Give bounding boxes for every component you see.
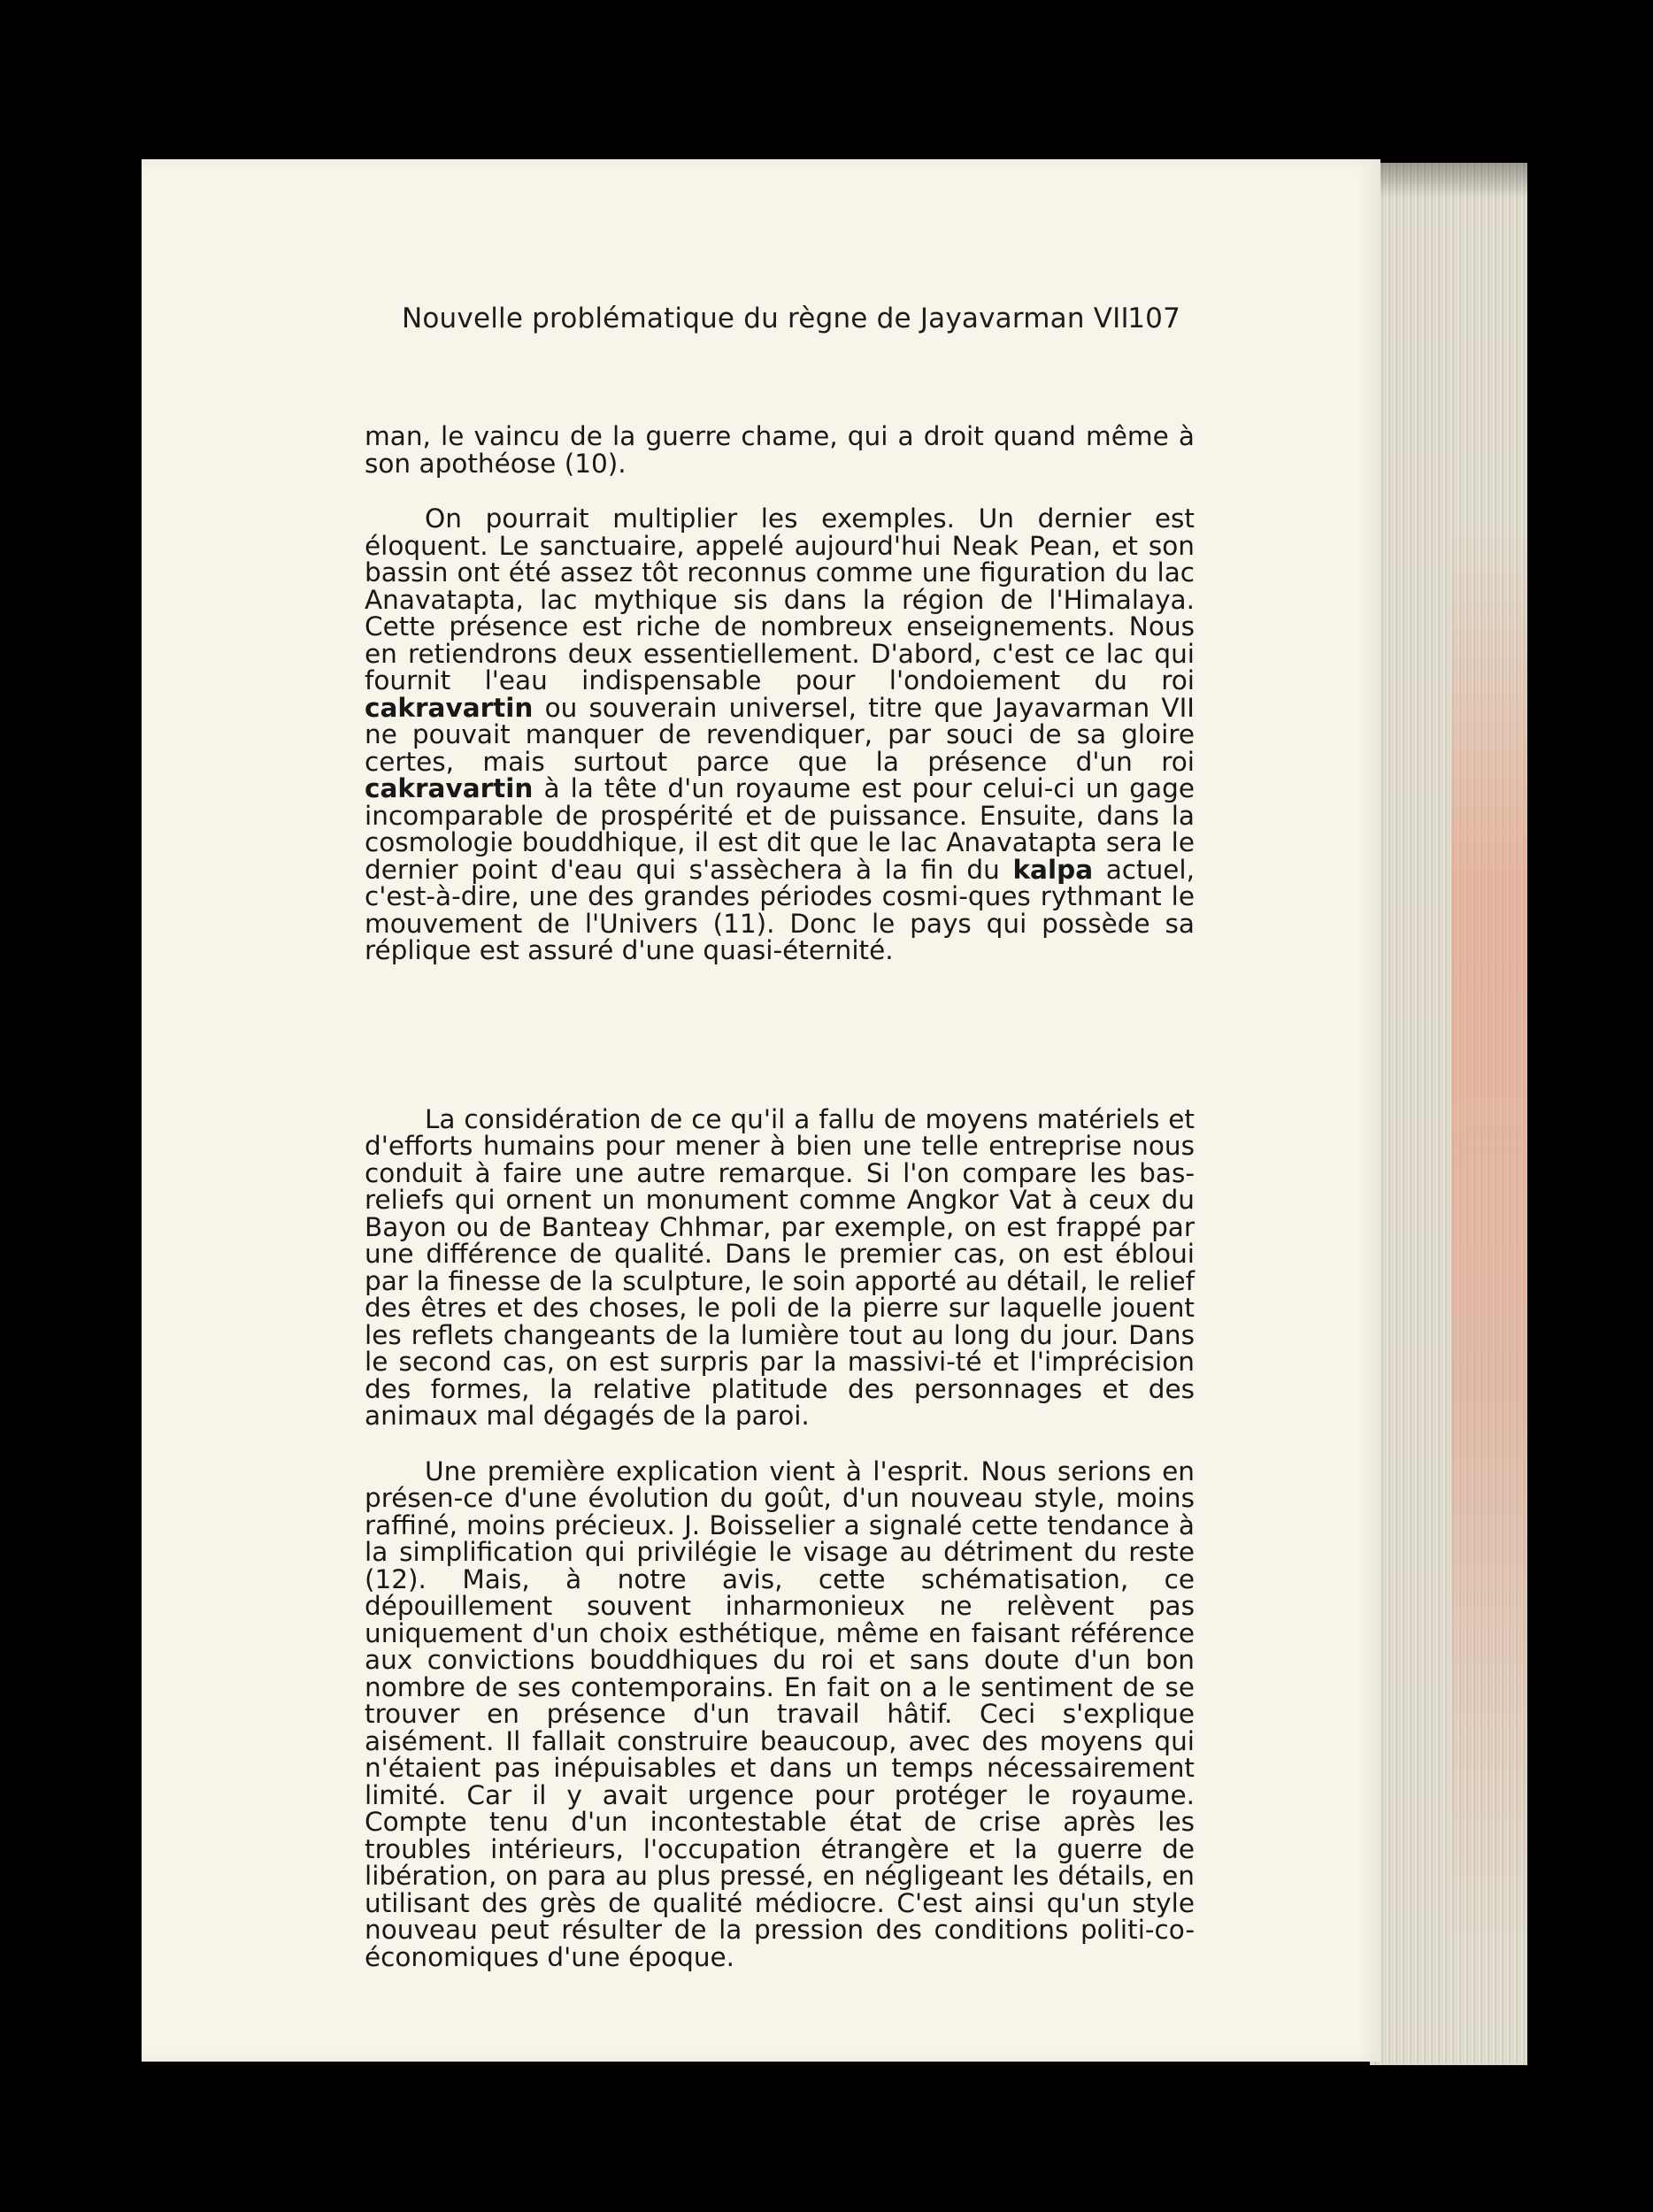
text-run: Une première explication vient à l'esprit. Nous serions en présen-ce d'une évolution du goût, d'un nouveau style, moins raffiné, moins précieux. J. Boisselier a signalé cette tendance à la simplification qui privilégie le visage au détriment du reste (12). Mais, à notre avis, cette schématisation, ce dépouillement souvent inharmonieux ne relèvent pas uniquement d'un choix esthétique, même en faisant référence aux convictions bouddhiques du roi et sans doute d'un bon nombre de ses contemporains. En fait on a le sentiment de se trouver en présence d'un travail hâtif. Ceci s'explique aisément. Il fallait construire beaucoup, avec des moyens qui n'étaient pas inépuisables et dans un temps nécessairement limité. Car il y avait urgence pour protéger le royaume. Compte tenu d'un incontestable état de crise après les troubles intérieurs, l'occupation étrangère et la guerre de libération, on para au plus pressé, en négligeant les détails, en utilisant des grès de qualité médiocre. C'est ainsi qu'un style nouveau peut résulter de la pression des conditions politi-co-économiques d'une époque. — [365, 1455, 1195, 1972]
text-run: ou souverain universel, titre que Jayavarman VII ne pouvait manquer de revendiquer, par souci de sa gloire certes, mais surtout parce que la présence d'un roi — [365, 692, 1195, 777]
bold-term: kalpa — [1012, 854, 1094, 885]
paragraph — [365, 505, 1195, 964]
paragraph-gap — [365, 1430, 1195, 1458]
page-edge-tint — [1451, 531, 1527, 1947]
page-number: 107 — [1127, 303, 1180, 334]
text-run: La considération de ce qu'il a fallu de moyens matériels et d'efforts humains pour mener à bien une telle entreprise nous conduit à faire une autre remarque. Si l'on compare les bas-reliefs qui ornent un monument comme Angkor Vat à ceux du Bayon ou de Banteay Chhmar, par exemple, on est frappé par une différence de qualité. Dans le premier cas, on est ébloui par la finesse de la sculpture, le soin apporté au détail, le relief des êtres et des choses, le poli de la pierre sur laquelle jouent les reflets changeants de la lumière tout au long du jour. Dans le second cas, on est surpris par la massivi-té et l'imprécision des formes, la relative platitude des personnages et des animaux mal dégagés de la paroi. — [365, 1103, 1195, 1431]
paragraph — [365, 423, 1195, 477]
running-title: Nouvelle problématique du règne de Jayavarman VII — [402, 303, 1129, 334]
text-run: On pourrait multiplier les exemples. Un dernier est éloquent. Le sanctuaire, appelé aujourd'hui Neak Pean, et son bassin ont été assez tôt reconnus comme une figuration du lac Anavatapta, lac mythique sis dans la région de l'Himalaya. Cette présence est riche de nombreux enseignements. Nous en retiendrons deux essentiellement. D'abord, c'est ce lac qui fournit l'eau indispensable pour l'ondoiement du roi — [365, 503, 1195, 695]
text-run: à la tête d'un royaume est pour celui-ci un gage incomparable de prospérité et de puissance. Ensuite, dans la cosmologie bouddhique, il est dit que le lac Anavatapta sera le dernier point d'eau qui s'assèchera à la fin du — [365, 773, 1195, 885]
body-text — [365, 423, 1195, 1970]
text-run: man, le vaincu de la guerre chame, qui a droit quand même à son apothéose (10). — [365, 421, 1195, 479]
paragraph — [365, 1455, 1195, 1972]
page-edge-shadow — [1370, 163, 1527, 198]
paragraph — [365, 1103, 1195, 1431]
running-head — [402, 303, 1180, 338]
paragraph-gap — [365, 964, 1195, 1106]
bold-term: cakravartin — [365, 773, 534, 803]
text-run: actuel, c'est-à-dire, une des grandes périodes cosmi-ques rythmant le mouvement de l'Univers (11). Donc le pays qui possède sa réplique est assuré d'une quasi-éternité. — [365, 854, 1195, 965]
bold-term: cakravartin — [365, 692, 534, 723]
paragraph-gap — [365, 477, 1195, 505]
